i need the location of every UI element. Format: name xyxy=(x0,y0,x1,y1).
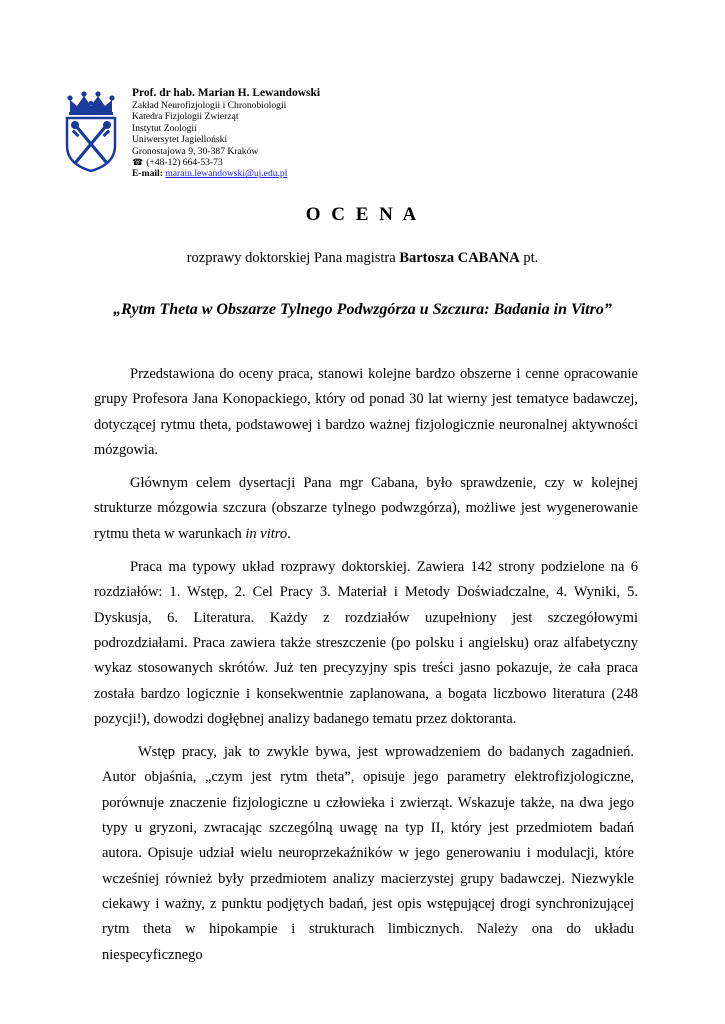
email-link[interactable]: marain.lewandowski@uj.edu.pl xyxy=(165,168,288,180)
phone-number: (+48-12) 664-53-73 xyxy=(146,157,223,169)
document-title: O C E N A xyxy=(305,204,420,225)
paragraph: Praca ma typowy układ rozprawy doktorskiej. Zawiera 142 strony podzielone na 6 rozdziałów: 1. Wstęp, 2. Cel Pracy 3. Materiał i Metody Doświadczalne, 4. Wyniki, 5. Dyskusja, 6. Literatura. Każdy z rozdziałów uzupełniony jest szczegółowymi podrozdziałami. Praca zawiera także streszczenie (po polsku i angielsku) oraz alfabetyczny wykaz stosowanych skrótów. Już ten precyzyjny spis treści jasno pokazuje, że cała praca została bardzo logicznie i konsekwentnie zaplanowana, a bogata liczbowo literatura (248 pozycji!), dowodzi dogłębnej analizy badanego tematu przez doktoranta. xyxy=(94,559,638,727)
author-name: Prof. dr hab. Marian H. Lewandowski xyxy=(132,87,321,99)
subtitle-prefix: rozprawy doktorskiej Pana magistra xyxy=(186,250,400,266)
chair-line: Katedra Fizjologii Zwierząt xyxy=(132,111,239,123)
thesis-title: „Rytm Theta w Obszarze Tylnego Podwzgórza u Szczura: Badania in Vitro” xyxy=(113,301,612,318)
italic-term: in vitro xyxy=(245,525,288,542)
university-crest-icon xyxy=(64,88,118,172)
university-line: Uniwersytet Jagielloński xyxy=(132,134,228,146)
department-line: Zakład Neurofizjologii i Chronobiologii xyxy=(132,100,287,111)
institute-line: Instytut Zoologii xyxy=(132,122,197,134)
phone-line xyxy=(132,157,392,168)
document-subtitle xyxy=(0,250,725,267)
candidate-name: Bartosza CABANA xyxy=(399,250,520,266)
paragraph: Przedstawiona do oceny praca, stanowi kolejne bardzo obszerne i cenne opracowanie grupy Profesora Jana Konopackiego, który od ponad 30 lat wierny jest tematyce badawczej, dotyczącej rytmu theta, podstawowej i bardzo ważnej fizjologicznie neuronalnej aktywności mózgowia. xyxy=(94,366,638,458)
address-line: Gronostajowa 9, 30-387 Kraków xyxy=(132,145,259,157)
paragraph: Wstęp pracy, jak to zwykle bywa, jest wprowadzeniem do badanych zagadnień. Autor objaśnia, „czym jest rytm theta”, opisuje jego parametry elektrofizjologiczne, porównuje znaczenie fizjologiczne u człowieka i zwierząt. Wskazuje także, na dwa jego typy u gryzoni, zwracając szczególną uwagę na typ II, który jest przedmiotem badań autora. Opisuje udział wielu neuroprzekaźników w jego generowaniu i modulacji, które wcześniej również były przedmiotem analizy macierzystej grupy badawczej. Niezwykle ciekawy i ważny, z punktu podjętych badań, jest opis wstępującej drogi synchronizującej rytm theta w hipokampie i strukturach limbicznych. Należy ona do układu niespecyficznego xyxy=(102,744,634,963)
review-body xyxy=(94,362,638,976)
subtitle-suffix: pt. xyxy=(519,250,539,266)
letterhead xyxy=(132,86,392,180)
email-line xyxy=(132,168,392,179)
telephone-icon: ☎ xyxy=(132,157,144,168)
paragraph: Głównym celem dysertacji Pana mgr Cabana, było sprawdzenie, czy w kolejnej strukturze mózgowia szczura (obszarze tylnego podwzgórza), możliwe jest wygenerowanie rytmu theta w warunkach in vitro. xyxy=(94,475,638,542)
email-label: E-mail: xyxy=(132,168,163,180)
